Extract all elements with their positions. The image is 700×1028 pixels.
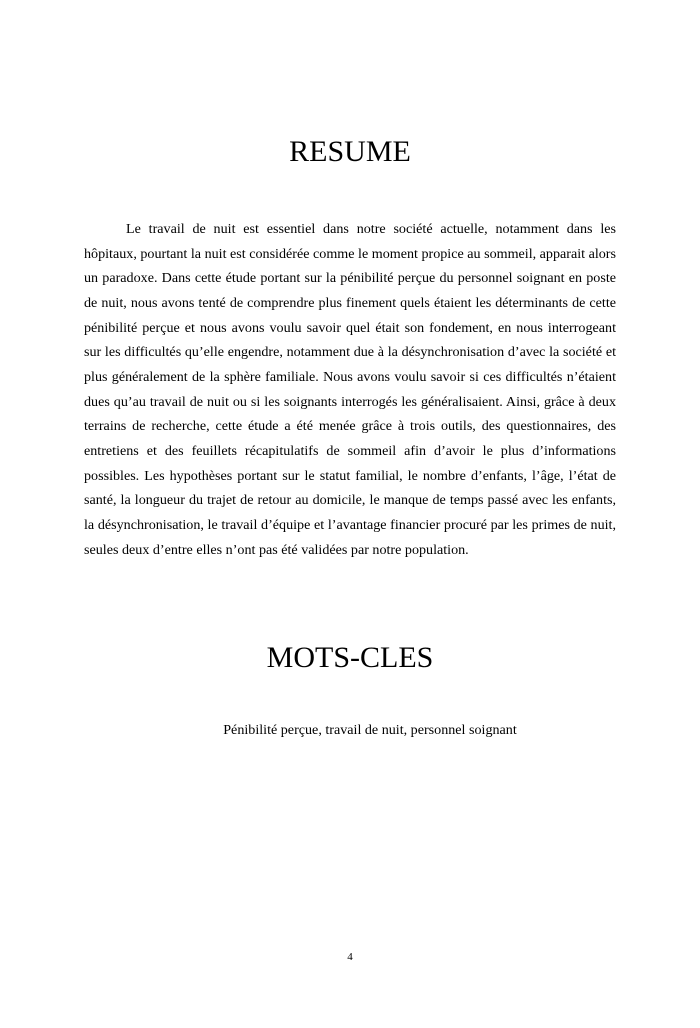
resume-heading: RESUME: [289, 135, 411, 168]
page-number: 4: [347, 951, 353, 963]
abstract-paragraph: Le travail de nuit est essentiel dans notre société actuelle, notamment dans les hôpitaux, pourtant la nuit est considérée comme le moment propice au sommeil, apparait alors un paradoxe. Dans cette étude portant sur la pénibilité perçue du personnel soignant en poste de nuit, nous avons tenté de comprendre plus finement quels étaient les déterminants de cette pénibilité perçue et nous avons voulu savoir quel était son fondement, en nous interrogeant sur les difficultés qu’elle engendre, notamment due à la désynchronisation d’avec la société et plus généralement de la sphère familiale. Nous avons voulu savoir si ces difficultés n’étaient dues qu’au travail de nuit ou si les soignants interrogés les généralisaient. Ainsi, grâce à deux terrains de recherche, cette étude a été menée grâce à trois outils, des questionnaires, des entretiens et des feuillets récapitulatifs de sommeil afin d’avoir le plus d’informations possibles. Les hypothèses portant sur le statut familial, le nombre d’enfants, l’âge, l’état de santé, la longueur du trajet de retour au domicile, le manque de temps passé avec les enfants, la désynchronisation, le travail d’équipe et l’avantage financier procuré par les primes de nuit, seules deux d’entre elles n’ont pas été validées par notre population.: [84, 221, 616, 558]
keywords-heading: MOTS-CLES: [266, 641, 434, 674]
keywords-list: Pénibilité perçue, travail de nuit, personnel soignant: [223, 722, 517, 738]
